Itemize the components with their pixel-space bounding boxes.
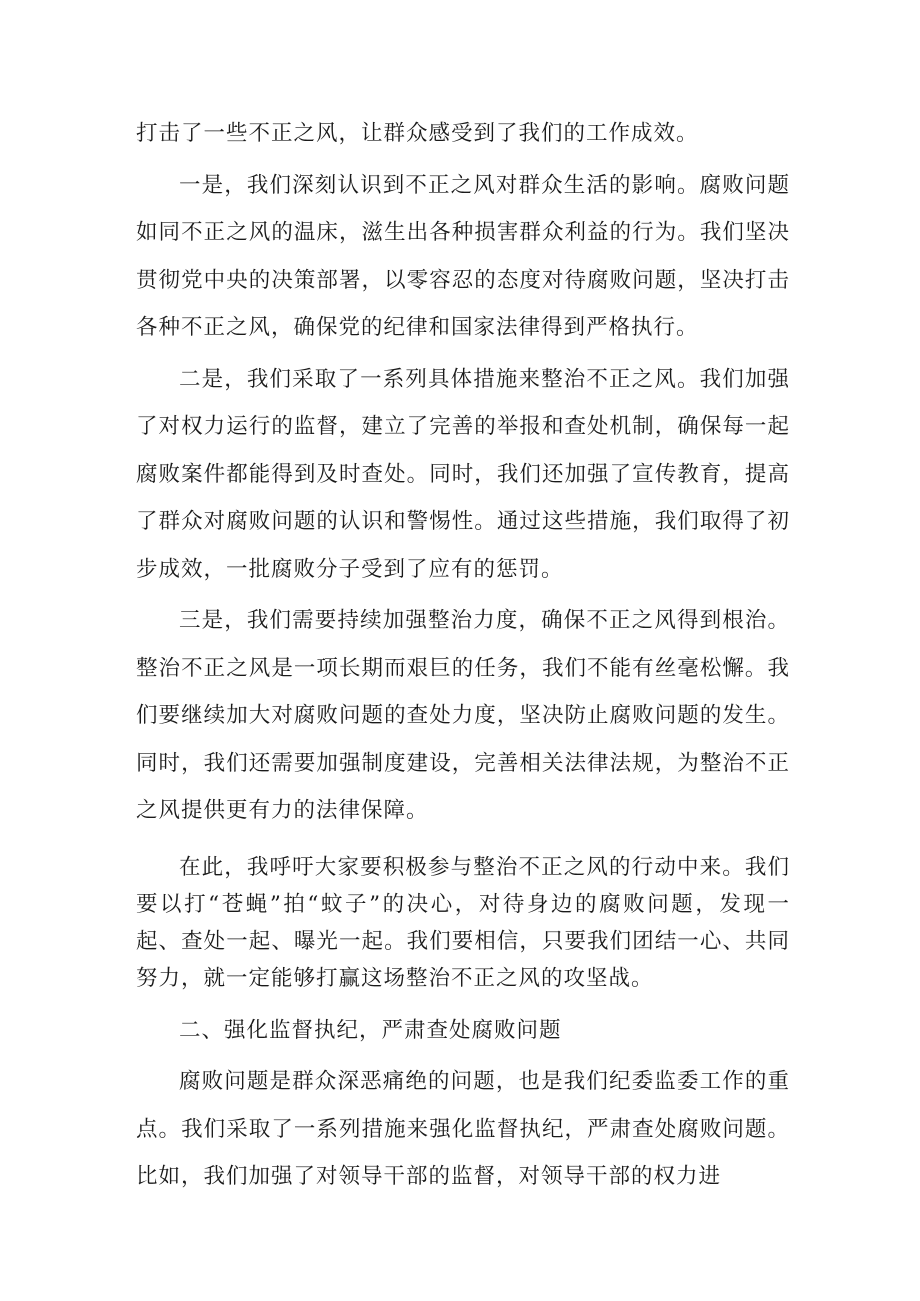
paragraph-point-one: 一是，我们深刻认识到不正之风对群众生活的影响。腐败问题如同不正之风的温床，滋生出各种损害群众利益的行为。我们坚决贯彻党中央的决策部署，以零容忍的态度对待腐败问题，坚决打击各种不正之风，确保党的纪律和国家法律得到严格执行。: [136, 172, 790, 340]
document-body: [136, 110, 790, 1201]
paragraph-point-two: 二是，我们采取了一系列具体措施来整治不正之风。我们加强了对权力运行的监督，建立了完善的举报和查处机制，确保每一起腐败案件都能得到及时查处。同时，我们还加强了宣传教育，提高了群众对腐败问题的认识和警惕性。通过这些措施，我们取得了初步成效，一批腐败分子受到了应有的惩罚。: [136, 366, 790, 582]
paragraph-point-three: 三是，我们需要持续加强整治力度，确保不正之风得到根治。整治不正之风是一项长期而艰巨的任务，我们不能有丝毫松懈。我们要继续加大对腐败问题的查处力度，坚决防止腐败问题的发生。同时，我们还需要加强制度建设，完善相关法律法规，为整治不正之风提供更有力的法律保障。: [136, 608, 790, 823]
paragraph-supervision: 腐败问题是群众深恶痛绝的问题，也是我们纪委监委工作的重点。我们采取了一系列措施来强化监督执纪，严肃查处腐败问题。比如，我们加强了对领导干部的监督，对领导干部的权力进: [136, 1069, 790, 1189]
section-heading: 二、强化监督执纪，严肃查处腐败问题: [179, 1017, 562, 1043]
paragraph-appeal: 在此，我呼吁大家要积极参与整治不正之风的行动中来。我们要以打“苍蝇”拍“蚊子”的决心，对待身边的腐败问题，发现一起、查处一起、曝光一起。我们要相信，只要我们团结一心、共同努力，就一定能够打赢这场整治不正之风的攻坚战。: [136, 854, 790, 991]
paragraph-continuation: 打击了一些不正之风，让群众感受到了我们的工作成效。: [136, 121, 699, 146]
